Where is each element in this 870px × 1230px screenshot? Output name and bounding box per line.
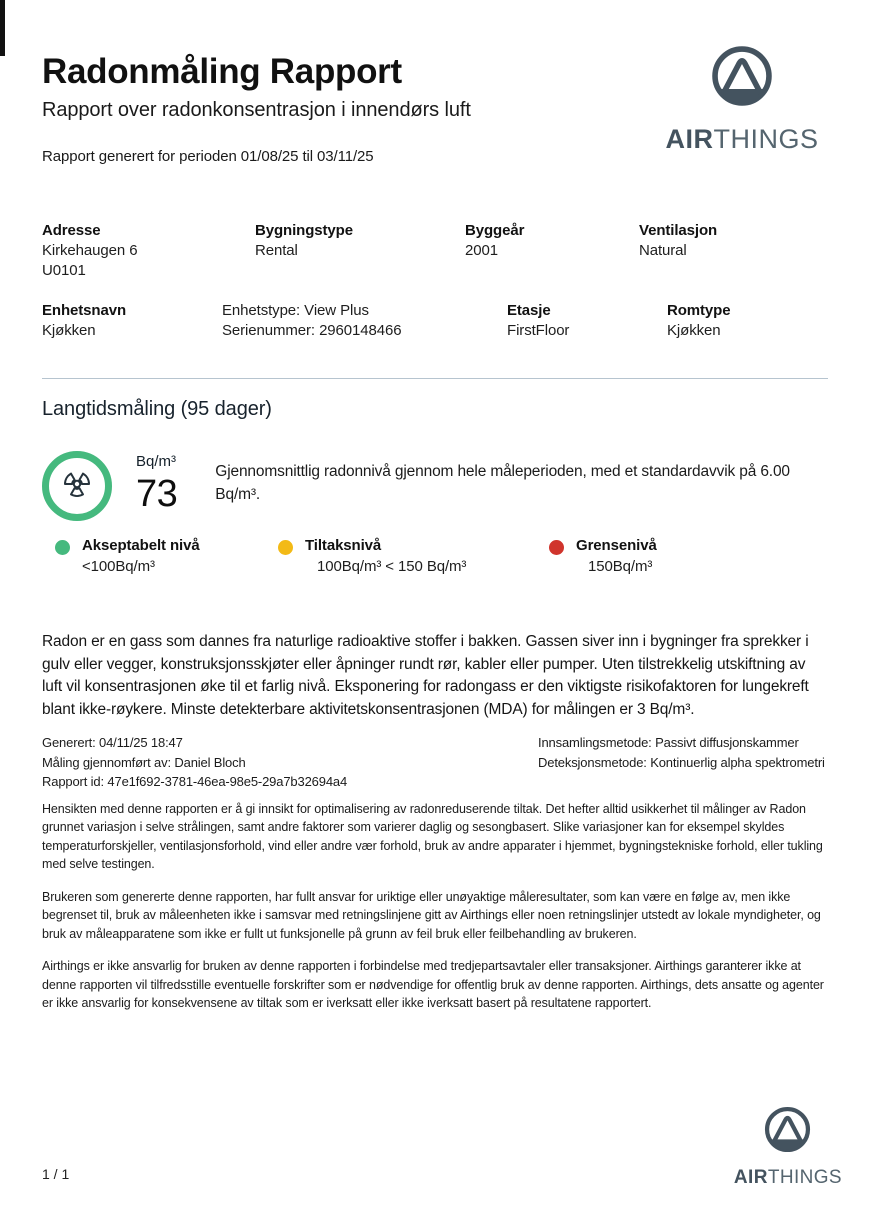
info-device-type	[222, 301, 507, 341]
room-type-value: Kjøkken	[667, 322, 721, 340]
wordmark-things: THINGS	[713, 124, 819, 154]
meta-detection-method: Deteksjonsmetode: Kontinuerlig alpha spektrometri	[538, 754, 825, 770]
yellow-level-dot	[278, 540, 293, 555]
radon-value-block	[136, 451, 177, 516]
info-room-type	[667, 301, 828, 341]
legend-acceptable	[55, 537, 200, 575]
building-info-row	[42, 221, 828, 281]
legend-limit-label: Grensenivå	[576, 537, 657, 555]
radon-unit: Bq/m³	[136, 453, 177, 471]
info-address	[42, 221, 255, 281]
room-type-label: Romtype	[667, 302, 731, 320]
disclaimer-paragraph-2: Brukeren som genererte denne rapporten, har fullt ansvar for uriktige eller unøyaktige måleresultater, som kan være en følge av, men ikke begrenset til, bruk av måleenheten ikke i samsvar med retningslinjene gitt av Airthings eller noen retningslinjer utstedt av lokale myndigheter, og bruk av måleapparatene som ikke er fullt ut funksjonelle på grunn av feil bruk eller feilbehandling av brukeren.	[42, 889, 821, 941]
info-build-year	[465, 221, 639, 281]
device-info-row	[42, 301, 828, 341]
airthings-logo-icon	[764, 1106, 811, 1158]
address-line1: Kirkehaugen 6	[42, 242, 138, 260]
meta-report-id: Rapport id: 47e1f692-3781-46ea-98e5-29a7b32694a4	[42, 774, 348, 790]
legend-acceptable-label: Akseptabelt nivå	[82, 537, 200, 555]
airthings-logo	[656, 45, 828, 165]
ventilation-value: Natural	[639, 242, 687, 260]
page-edge-mark	[0, 0, 5, 56]
radon-level-badge	[42, 451, 112, 521]
report-meta	[42, 733, 828, 792]
wordmark-air: AIR	[733, 1167, 768, 1188]
page-subtitle: Rapport over radonkonsentrasjon i innendørs luft	[42, 99, 471, 122]
radiation-icon	[57, 464, 97, 509]
wordmark-air: AIR	[665, 124, 714, 154]
legend-action-range: 100Bq/m³ < 150 Bq/m³	[317, 558, 467, 576]
report-header	[42, 0, 828, 165]
disclaimer-paragraph-3: Airthings er ikke ansvarlig for bruken av denne rapporten i forbindelse med tredjepartsavtaler eller transaksjoner. Airthings garanterer ikke at denne rapporten vil tilfredsstille eventuelle forskrifter som er nødvendige for offentlig bruk av denne rapporten. Airthings, dets ansatte og agenter er ikke ansvarlig for konsekvensene av tiltak som er iverksatt eller ikke iverksatt basert på resultatene rapportert.	[42, 959, 824, 1011]
airthings-wordmark	[734, 1167, 842, 1189]
legend-acceptable-range: <100Bq/m³	[82, 558, 155, 576]
airthings-wordmark	[665, 124, 818, 155]
address-label: Adresse	[42, 222, 101, 240]
wordmark-things: THINGS	[767, 1167, 842, 1188]
address-line2: U0101	[42, 262, 86, 280]
floor-value: FirstFloor	[507, 322, 570, 340]
radon-value: 73	[136, 473, 178, 516]
floor-label: Etasje	[507, 302, 551, 320]
level-legend	[42, 537, 828, 583]
build-year-value: 2001	[465, 242, 498, 260]
disclaimer-block	[42, 800, 828, 1013]
green-level-dot	[55, 540, 70, 555]
long-term-heading: Langtidsmåling (95 dager)	[42, 398, 272, 421]
building-type-label: Bygningstype	[255, 222, 353, 240]
radon-reading	[42, 451, 828, 521]
disclaimer-paragraph-1: Hensikten med denne rapporten er å gi innsikt for optimalisering av radonreduserende tiltak. Det hefter alltid usikkerhet til målinger av Radon grunnet variasjon i selve strålingen, samt andre faktorer som varierer daglig og sesongbasert. Slike variasjoner kan for eksempel skyldes temperaturforskjeller, ventilasjonsforhold, vind eller andre vær forhold, bruk av andre apparater i hjemmet, bygningstekniske forhold, eller tukling med selve testingen.	[42, 801, 823, 872]
radon-description: Gjennomsnittlig radonnivå gjennom hele måleperioden, med et standardavvik på 6.00 Bq/m³.	[215, 463, 790, 504]
red-level-dot	[549, 540, 564, 555]
page-title: Radonmåling Rapport	[42, 52, 402, 91]
serial-number-line: Serienummer: 2960148466	[222, 322, 402, 340]
report-period: Rapport generert for perioden 01/08/25 til 03/11/25	[42, 148, 374, 166]
building-type-value: Rental	[255, 242, 298, 260]
meta-left	[42, 733, 347, 792]
info-floor	[507, 301, 667, 341]
info-ventilation	[639, 221, 828, 281]
title-block	[42, 52, 471, 165]
airthings-logo-icon	[711, 45, 773, 112]
device-name-label: Enhetsnavn	[42, 302, 127, 320]
legend-limit	[549, 537, 657, 575]
page-number: 1 / 1	[42, 1166, 70, 1182]
ventilation-label: Ventilasjon	[639, 222, 718, 240]
build-year-label: Byggeår	[465, 222, 525, 240]
meta-collection-method: Innsamlingsmetode: Passivt diffusjonskammer	[538, 735, 799, 751]
radon-info-paragraph: Radon er en gass som dannes fra naturlige radioaktive stoffer i bakken. Gassen siver inn i bygninger fra sprekker i gulv eller vegger, konstruksjonsskjøter eller åpninger rundt rør, kabler eller pumper. Uten tilstrekkelig utskiftning av luft vil konsentrasjonen øke til et farlig nivå. Eksponering for radongass er den viktigste risikofaktoren for lungekreft blant ikke-røykere. Minste detekterbare aktivitetskonsentrasjonen (MDA) for målingen er 3 Bq/m³.	[42, 633, 809, 718]
device-type-line: Enhetstype: View Plus	[222, 302, 369, 320]
meta-right	[538, 733, 828, 792]
legend-action-label: Tiltaksnivå	[305, 537, 382, 555]
footer-airthings-logo	[734, 1106, 842, 1189]
device-name-value: Kjøkken	[42, 322, 96, 340]
info-building-type	[255, 221, 465, 281]
meta-performed-by: Måling gjennomført av: Daniel Bloch	[42, 754, 246, 770]
info-device-name	[42, 301, 222, 341]
section-divider	[42, 378, 828, 379]
legend-limit-range: 150Bq/m³	[588, 558, 653, 576]
meta-generated: Generert: 04/11/25 18:47	[42, 735, 183, 751]
legend-action	[278, 537, 466, 575]
